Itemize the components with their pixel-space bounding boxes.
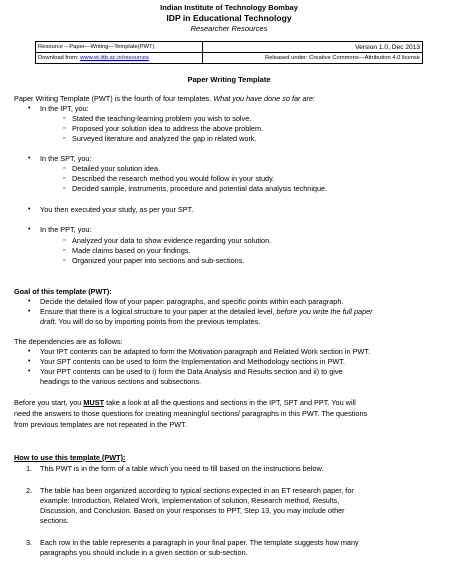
- executed-item: • You then executed your study, as per your SPT.: [40, 205, 193, 215]
- goal-item-italic: before you write the full paper: [276, 307, 373, 316]
- before-start-text: take a look at all the questions and sections in the IPT, SPT and PPT. You will: [104, 398, 356, 407]
- ppt-item: ▫ Organized your paper into sections and sub-sections.: [72, 256, 244, 266]
- resource-path: Resource – Paper—Writing—Template(PWT): [36, 42, 203, 53]
- before-start-line: from previous templates are not repeated in the PWT.: [14, 420, 187, 429]
- ppt-item: ▫ Made claims based on your findings.: [72, 246, 190, 256]
- step-number: 3.: [26, 538, 33, 547]
- step-number: 1.: [26, 464, 33, 473]
- goal-item: [40, 307, 373, 317]
- ppt-label: • In the PPT, you:: [40, 225, 92, 235]
- license-label: Released under: Creative Commons—Attribution 4.0 license: [203, 53, 423, 64]
- goal-heading: Goal of this template (PWT):: [14, 287, 112, 296]
- spt-item: ▫ Detailed your solution idea.: [72, 164, 160, 174]
- step-line: The table has been organized according to typical sections expected in an ET research paper, for: [40, 486, 354, 495]
- ipt-item: ▫ Surveyed literature and analyzed the gap in related work.: [72, 134, 257, 144]
- spt-item: ▫ Decided sample, instruments, procedure and potential data analysis technique.: [72, 184, 327, 194]
- spt-label: • In the SPT, you:: [40, 154, 92, 164]
- before-start-line: [14, 398, 356, 408]
- step-line: This PWT is in the form of a table which you need to fill based on the instructions below.: [40, 464, 324, 473]
- step-line: Each row in the table represents a paragraph in your final paper. The template suggests how many: [40, 538, 359, 547]
- document-header: [0, 3, 458, 34]
- goal-item-italic: draft: [40, 317, 55, 326]
- goal-item-text: . You will do so by importing points from the previous templates.: [54, 317, 261, 326]
- resource-meta-table: [35, 41, 423, 64]
- institute-name: Indian Institute of Technology Bombay: [160, 3, 298, 12]
- program-name: IDP in Educational Technology: [166, 13, 292, 23]
- step-line: Discussion, and Conclusion. Based on your responses to PPT, Step 13, you may include other: [40, 506, 345, 515]
- step-number: 2.: [26, 486, 33, 495]
- download-link[interactable]: www.et.iitb.ac.in/resources: [80, 55, 149, 61]
- version-label: Version 1.0, Dec 2013: [203, 42, 423, 53]
- dependency-item-cont: headings to the various sections and subsections.: [40, 377, 202, 386]
- goal-item-cont: [40, 317, 260, 327]
- dependencies-intro: The dependencies are as follows:: [14, 337, 123, 346]
- step-line: paragraphs you should include in a given section or sub-section.: [40, 548, 248, 557]
- dependency-item: • Your IPT contents can be adapted to form the Motivation paragraph and Related Work section in PWT.: [40, 347, 370, 357]
- dependency-item: • Your SPT contents can be used to form the Implementation and Methodology sections in PWT.: [40, 357, 345, 367]
- must-emphasis: MUST: [83, 398, 105, 407]
- step-line: example: Introduction, Related Work, Implementation of solution, Research method, Results,: [40, 496, 340, 505]
- intro-text: Paper Writing Template (PWT) is the fourth of four templates.: [14, 94, 214, 103]
- before-start-line: need the answers to those questions for creating meaningful sections/ paragraphs in this PWT. The questions: [14, 409, 368, 418]
- ipt-label: • In the IPT, you:: [40, 104, 89, 114]
- goal-item-text: Ensure that there is a logical structure to your paper at the detailed level,: [40, 307, 277, 316]
- dependency-item: • Your PPT contents can be used to i) form the Data Analysis and Results section and ii) to give: [40, 367, 343, 377]
- step-line: sections.: [40, 516, 69, 525]
- ipt-item: ▫ Proposed your solution idea to address the above problem.: [72, 124, 263, 134]
- download-label: Download from:: [38, 55, 81, 61]
- ipt-item: ▫ Stated the teaching-learning problem you wish to solve.: [72, 114, 251, 124]
- intro-italic: What you have done so far are:: [213, 94, 316, 103]
- how-to-heading: How to use this template (PWT):: [14, 453, 126, 462]
- goal-item: • Decide the detailed flow of your paper: paragraphs, and specific points within each paragraph.: [40, 297, 343, 307]
- before-start-text: Before you start, you: [14, 398, 84, 407]
- intro-paragraph: [14, 94, 315, 104]
- spt-item: ▫ Described the research method you would follow in your study.: [72, 174, 274, 184]
- page-title: Paper Writing Template: [187, 75, 271, 84]
- section-name: Researcher Resources: [190, 24, 268, 33]
- ppt-item: ▫ Analyzed your data to show evidence regarding your solution.: [72, 236, 271, 246]
- download-cell: [36, 53, 203, 64]
